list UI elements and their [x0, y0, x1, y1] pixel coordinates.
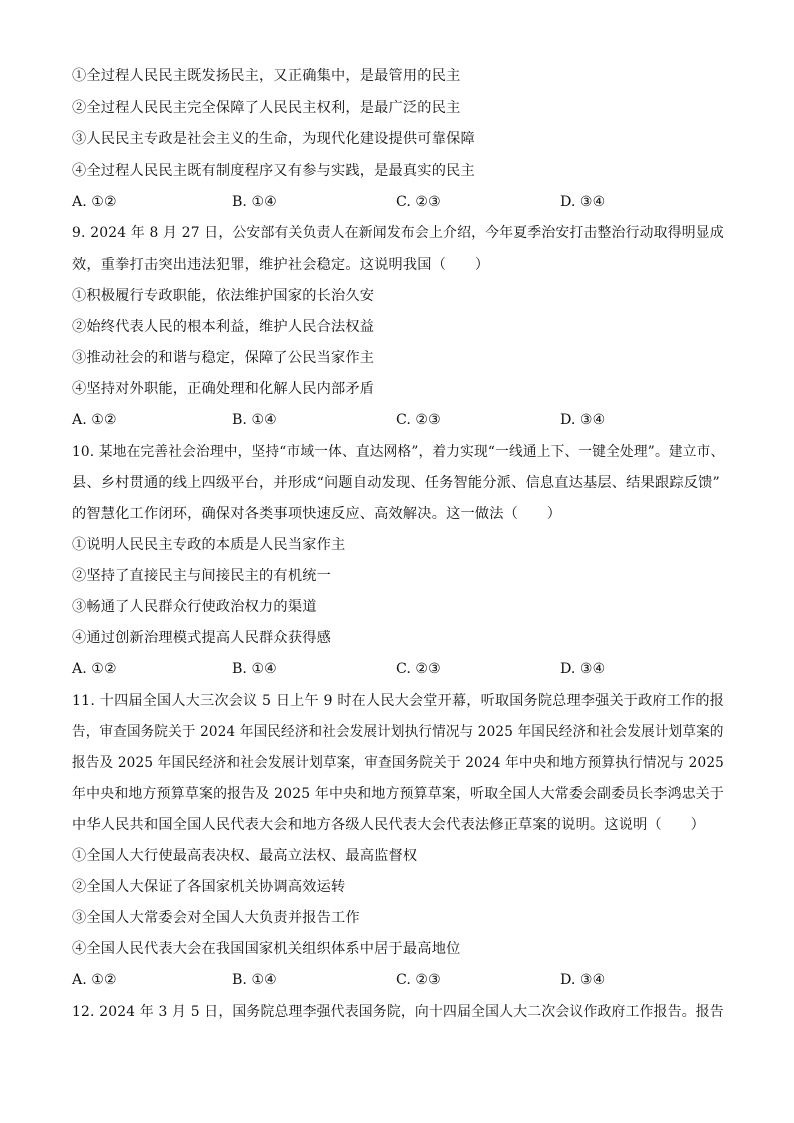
- q10-option-d: D. ③④: [560, 661, 606, 677]
- q8-option-d: D. ③④: [560, 194, 606, 210]
- q11-item-2: ②全国人大保证了各国家机关协调高效运转: [72, 879, 346, 895]
- q9-stem-line-2: 效，重拳打击突出违法犯罪，维护社会稳定。这说明我国（ ）: [72, 257, 490, 273]
- q8-item-1: ①全过程人民民主既发扬民主，又正确集中，是最管用的民主: [72, 68, 461, 84]
- q10-option-a: A. ①②: [72, 661, 117, 677]
- q9-option-c: C. ②③: [396, 412, 441, 428]
- q10-option-c: C. ②③: [396, 661, 441, 677]
- q11-stem-line-1: 11. 十四届全国人大三次会议 5 日上午 9 时在人民大会堂开幕，听取国务院总理李强关于政府工作的报: [72, 693, 725, 709]
- q11-stem-line-4: 年中央和地方预算草案的报告及 2025 年中央和地方预算草案，听取全国人大常委会副委员长李鸿忠关于: [72, 786, 725, 802]
- q10-option-b: B. ①④: [232, 661, 277, 677]
- q9-item-3: ③推动社会的和谐与稳定，保障了公民当家作主: [72, 350, 375, 366]
- q11-stem-line-3: 报告及 2025 年国民经济和社会发展计划草案，审查国务院关于 2024 年中央和地方预算执行情况与 2025: [72, 755, 724, 771]
- q10-item-4: ④通过创新治理模式提高人民群众获得感: [72, 630, 331, 646]
- q9-item-2: ②始终代表人民的根本利益，维护人民合法权益: [72, 319, 375, 335]
- q11-stem-line-5: 中华人民共和国全国人民代表大会和地方各级人民代表大会代表法修正草案的说明。这说明（ ）: [72, 817, 706, 833]
- q10-stem-line-3: 的智慧化工作闭环，确保对各类事项快速反应、高效解决。这一做法（ ）: [72, 506, 562, 522]
- q12-stem-line-1: 12. 2024 年 3 月 5 日，国务院总理李强代表国务院，向十四届全国人大二次会议作政府工作报告。报告: [72, 1004, 724, 1020]
- q8-option-a: A. ①②: [72, 194, 117, 210]
- q9-item-1: ①积极履行专政职能，依法维护国家的长治久安: [72, 288, 375, 304]
- q9-item-4: ④坚持对外职能，正确处理和化解人民内部矛盾: [72, 381, 375, 397]
- q11-item-1: ①全国人大行使最高表决权、最高立法权、最高监督权: [72, 848, 418, 864]
- q11-option-d: D. ③④: [560, 972, 606, 988]
- q11-option-c: C. ②③: [396, 972, 441, 988]
- q11-option-b: B. ①④: [232, 972, 277, 988]
- q9-option-a: A. ①②: [72, 412, 117, 428]
- q10-item-1: ①说明人民民主专政的本质是人民当家作主: [72, 537, 346, 553]
- q9-stem-line-1: 9. 2024 年 8 月 27 日，公安部有关负责人在新闻发布会上介绍，今年夏季治安打击整治行动取得明显成: [72, 225, 724, 241]
- q11-item-3: ③全国人大常委会对全国人大负责并报告工作: [72, 910, 360, 926]
- q9-option-d: D. ③④: [560, 412, 606, 428]
- q10-stem-line-1: 10. 某地在完善社会治理中，坚持“市域一体、直达网格”，着力实现“一线通上下、一键全处理”。建立市、: [72, 444, 725, 460]
- q9-option-b: B. ①④: [232, 412, 277, 428]
- q8-item-4: ④全过程人民民主既有制度程序又有参与实践，是最真实的民主: [72, 163, 475, 179]
- q10-item-2: ②坚持了直接民主与间接民主的有机统一: [72, 568, 331, 584]
- q8-item-2: ②全过程人民民主完全保障了人民民主权利，是最广泛的民主: [72, 100, 461, 116]
- q10-item-3: ③畅通了人民群众行使政治权力的渠道: [72, 599, 317, 615]
- q11-stem-line-2: 告，审查国务院关于 2024 年国民经济和社会发展计划执行情况与 2025 年国民经济和社会发展计划草案的: [72, 724, 724, 740]
- q8-option-b: B. ①④: [232, 194, 277, 210]
- q8-item-3: ③人民民主专政是社会主义的生命，为现代化建设提供可靠保障: [72, 131, 475, 147]
- q8-option-c: C. ②③: [396, 194, 441, 210]
- q11-item-4: ④全国人民代表大会在我国国家机关组织体系中居于最高地位: [72, 941, 461, 957]
- q11-option-a: A. ①②: [72, 972, 117, 988]
- q10-stem-line-2: 县、乡村贯通的线上四级平台，并形成“问题自动发现、任务智能分派、信息直达基层、结果跟踪反馈”: [72, 475, 720, 491]
